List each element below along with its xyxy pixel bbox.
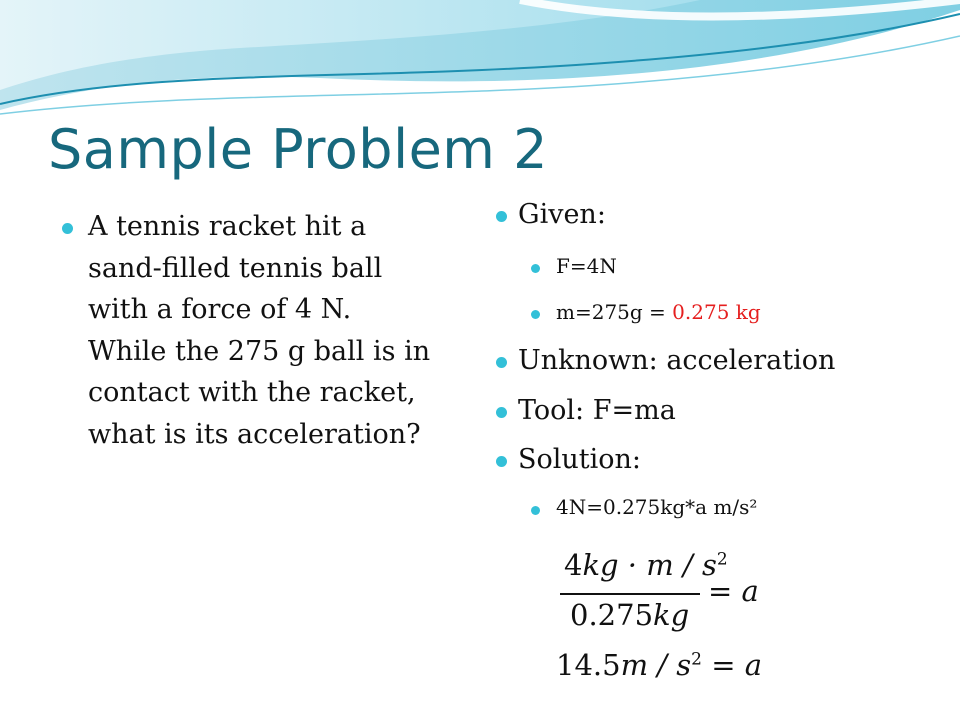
bullet-icon [62, 223, 73, 234]
bullet-icon [496, 407, 507, 418]
problem-line: contact with the racket, [88, 377, 416, 408]
denominator-coefficient: 0.275 [570, 598, 654, 632]
numerator-unit: kg · m / s [582, 548, 717, 582]
result-unit: m / s [620, 648, 692, 682]
solution-step: 4N=0.275kg*a m/s² [556, 495, 758, 519]
numerator-coefficient: 4 [564, 548, 583, 582]
solution-label: Solution: [518, 444, 642, 475]
given-mass-text: m=275g = [556, 300, 673, 324]
equation2-rhs: = a [711, 648, 763, 682]
bullet-icon [531, 310, 540, 319]
bullet-icon [496, 211, 507, 222]
equation1-rhs: = a [708, 574, 759, 608]
problem-line: A tennis racket hit a [88, 211, 367, 242]
problem-line: what is its acceleration? [88, 418, 421, 450]
problem-line: sand-filled tennis ball [88, 252, 383, 284]
result-exponent: 2 [691, 649, 702, 670]
problem-statement [88, 206, 430, 455]
equation-fraction [558, 548, 768, 638]
problem-line: with a force of 4 N. [88, 294, 352, 325]
denominator-unit: kg [653, 598, 690, 632]
fraction-bar [560, 593, 700, 595]
equation-result [556, 648, 762, 682]
fraction-denominator [570, 598, 689, 632]
tool-item: Tool: F=ma [518, 395, 676, 426]
bullet-icon [531, 264, 540, 273]
given-force: F=4N [556, 254, 617, 278]
given-label: Given: [518, 199, 606, 230]
problem-line: While the 275 g ball is in [88, 335, 431, 367]
result-value: 14.5 [556, 648, 621, 682]
bullet-icon [531, 506, 540, 515]
bullet-icon [496, 357, 507, 368]
given-mass [556, 300, 761, 324]
bullet-icon [496, 456, 507, 467]
unknown-item: Unknown: acceleration [518, 345, 836, 376]
header-wave-decoration [0, 0, 960, 120]
fraction-numerator [564, 548, 728, 582]
given-mass-converted: 0.275 kg [672, 300, 761, 324]
slide-title: Sample Problem 2 [48, 118, 548, 181]
numerator-exponent: 2 [716, 549, 728, 570]
